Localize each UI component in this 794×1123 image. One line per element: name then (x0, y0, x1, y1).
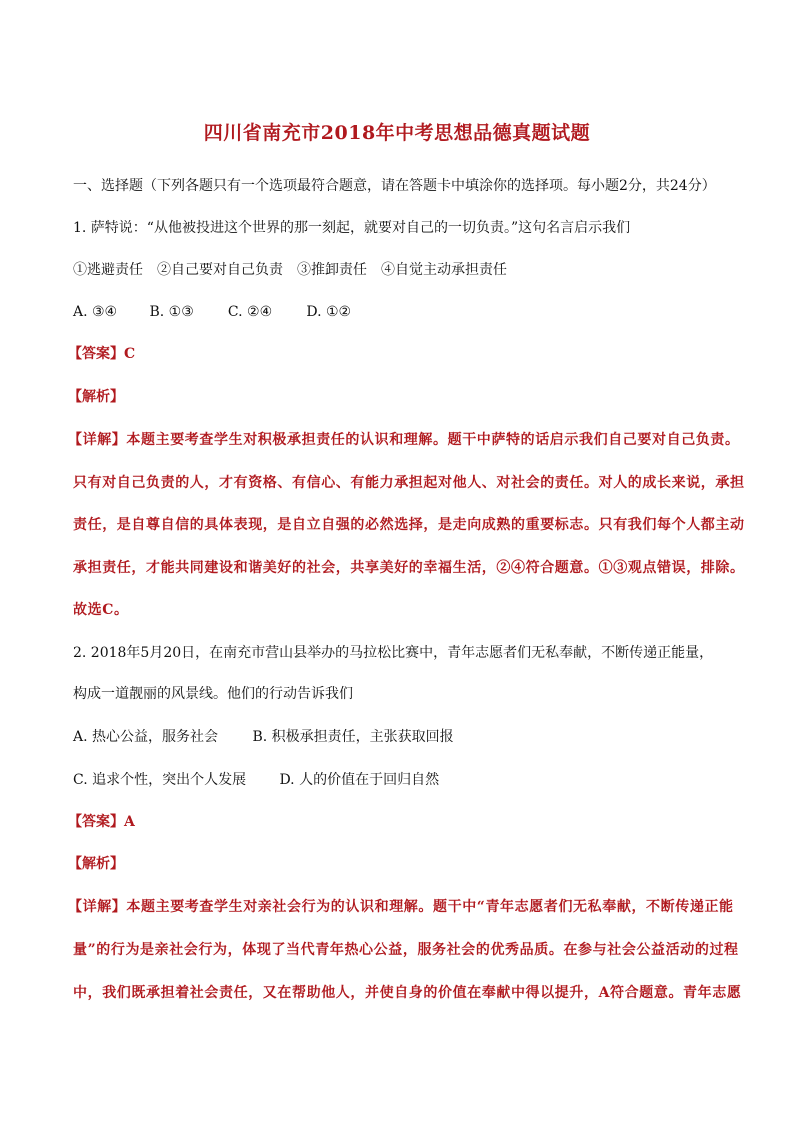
q2-option-c: C. 追求个性，突出个人发展 (73, 772, 247, 788)
q1-detail-line: 只有对自己负责的人，才有资格、有信心、有能力承担起对他人、对社会的责任。对人的成长来说，承担 (73, 475, 745, 491)
q1-detail-line: 故选C。 (73, 602, 129, 618)
q2-answer: 【答案】A (68, 814, 135, 830)
q2-detail-line: 量”的行为是亲社会行为，体现了当代青年热心公益，服务社会的优秀品质。在参与社会公益活动的过程 (73, 942, 739, 958)
q2-options-row (73, 770, 733, 790)
q1-options (73, 302, 733, 322)
q1-stem: 1. 萨特说：“从他被投进这个世界的那一刻起，就要对自己的一切负责。”这句名言启示我们 (73, 220, 631, 236)
q1-detail-line: 承担责任，才能共同建设和谐美好的社会，共享美好的幸福生活，②④符合题意。①③观点错误，排除。 (73, 560, 745, 576)
q2-analysis-label: 【解析】 (68, 856, 124, 872)
q1-option-a: A. ③④ (73, 304, 118, 320)
q2-stem-line: 2. 2018年5月20日，在南充市营山县举办的马拉松比赛中，青年志愿者们无私奉献，不断传递正能量， (73, 645, 714, 661)
q1-statements: ①逃避责任 ②自己要对自己负责 ③推卸责任 ④自觉主动承担责任 (73, 262, 507, 278)
q1-analysis-label: 【解析】 (68, 389, 124, 405)
q2-option-a: A. 热心公益，服务社会 (73, 729, 219, 745)
q2-option-b: B. 积极承担责任，主张获取回报 (252, 729, 454, 745)
q2-detail-line: 【详解】本题主要考查学生对亲社会行为的认识和理解。题干中“青年志愿者们无私奉献，不断传递正能 (68, 899, 734, 915)
document-title: 四川省南充市2018年中考思想品德真题试题 (203, 122, 591, 144)
section-header: 一、选择题（下列各题只有一个选项最符合题意，请在答题卡中填涂你的选择项。每小题2分，共24分） (73, 178, 716, 194)
q2-detail-line: 中，我们既承担着社会责任，又在帮助他人，并使自身的价值在奉献中得以提升，A符合题意。青年志愿 (73, 985, 742, 1001)
q1-option-d: D. ①② (306, 304, 352, 320)
q1-answer: 【答案】C (68, 346, 136, 362)
q2-option-d: D. 人的价值在于回归自然 (279, 772, 440, 788)
q1-detail-line: 【详解】本题主要考查学生对积极承担责任的认识和理解。题干中萨特的话启示我们自己要对自己负责。 (68, 432, 740, 448)
q2-stem-line: 构成一道靓丽的风景线。他们的行动告诉我们 (73, 686, 353, 702)
q1-detail-line: 责任，是自尊自信的具体表现，是自立自强的必然选择，是走向成熟的重要标志。只有我们每个人都主动 (73, 517, 745, 533)
q1-option-c: C. ②④ (227, 304, 273, 320)
q1-option-b: B. ①③ (149, 304, 194, 320)
q2-options-row (73, 727, 733, 747)
